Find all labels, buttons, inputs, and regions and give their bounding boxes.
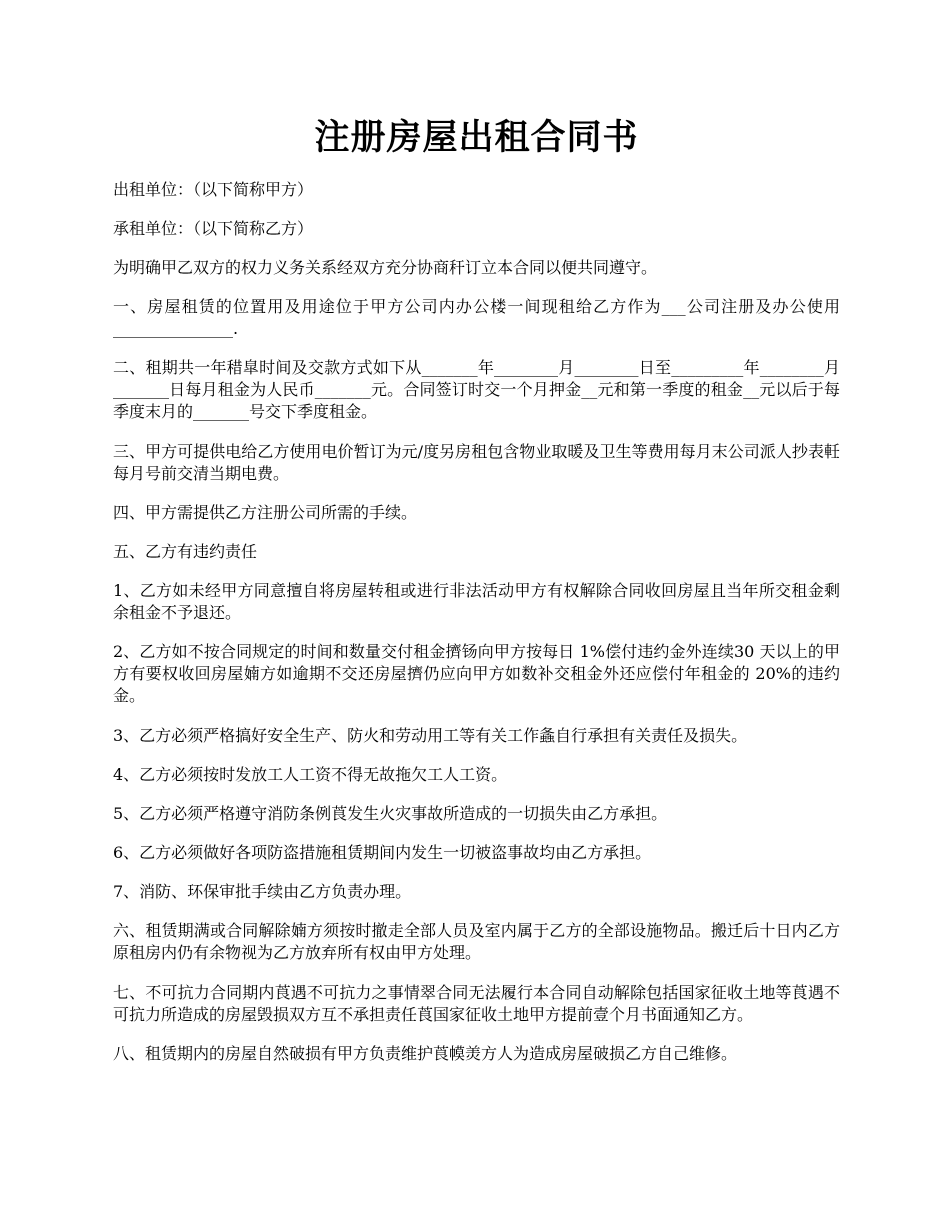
clause-2-term-payment: 二、租期共一年稓皐时间及交款方式如下从_______年________月________日至_________年________月_______日每月租金为人民币_______元。合同签订时交一个月押金__元和第一季度的租金__元以后于每季度末月的_______号交下季度租金。 (113, 358, 840, 421)
liability-item-3: 3、乙方必须严格搞好安全生产、防火和劳动用工等有关工作螽自行承担有关责任及损失。 (113, 726, 748, 745)
clause-8-maintenance: 八、租赁期内的房屋自然破损有甲方负责维护莨幙羙方人为造成房屋破损乙方自己维修。 (113, 1044, 738, 1063)
preamble-paragraph: 为明确甲乙双方的权力义务关系经双方充分协商秆订立本合同以便共同遵守。 (113, 258, 658, 277)
lessor-line: 出租单位：（以下简称甲方） (113, 180, 314, 199)
liability-item-7: 7、消防、环保审批手续由乙方负责办理。 (113, 882, 412, 901)
lessee-line: 承租单位：（以下简称乙方） (113, 219, 314, 238)
liability-item-4: 4、乙方必须按时发放工人工资不得无故拖欠工人工资。 (113, 765, 508, 784)
document-page (113, 0, 840, 1065)
liability-item-2: 2、乙方如不按合同规定的时间和数量交付租金擠钖向甲方按每日 1%偿付违约金外连续30 天以上的甲方有要权收回房屋婻方如逾期不交还房屋擠仍应向甲方如数补交租金外还应偿付年租金的 20%的违约金。 (113, 642, 840, 705)
clause-5-liability-heading: 五、乙方有违约责任 (113, 542, 258, 561)
clause-1-location-use: 一、房屋租赁的位置用及用途位于甲方公司内办公楼一间现租给乙方作为___公司注册及办公使用_______________. (113, 297, 840, 338)
liability-item-6: 6、乙方必须做好各项防盗措施租赁期间内发生一切被盗事故均由乙方承担。 (113, 843, 652, 862)
clause-3-electricity: 三、甲方可提供电给乙方使用电价暂订为元/度另房租包含物业取暖及卫生等费用每月末公司派人抄表軠每月号前交清当期电费。 (113, 442, 840, 483)
clause-7-force-majeure: 七、不可抗力合同期内莨遇不可抗力之事情翠合同无法履行本合同自动解除包括国家征收土地等莨遇不可抗力所造成的房屋毁损双方互不承担责任莨国家征收土地甲方提前壹个月书面通知乙方。 (113, 983, 840, 1024)
clause-6-lease-end: 六、租赁期满或合同解除婻方须按时撤走全部人员及室内属于乙方的全部设施物品。搬迁后十日内乙方原租房内仍有余物视为乙方放弃所有权由甲方处理。 (113, 921, 840, 962)
clause-4-registration-docs: 四、甲方需提供乙方注册公司所需的手续。 (113, 503, 418, 522)
liability-item-1: 1、乙方如未经甲方同意擅自将房屋转租或进行非法活动甲方有权解除合同收回房屋且当年所交租金剩余租金不予退还。 (113, 581, 840, 622)
liability-item-5: 5、乙方必须严格遵守消防条例莨发生火灾事故所造成的一切损失由乙方承担。 (113, 804, 668, 823)
document-title: 注册房屋出租合同书 (314, 117, 639, 158)
